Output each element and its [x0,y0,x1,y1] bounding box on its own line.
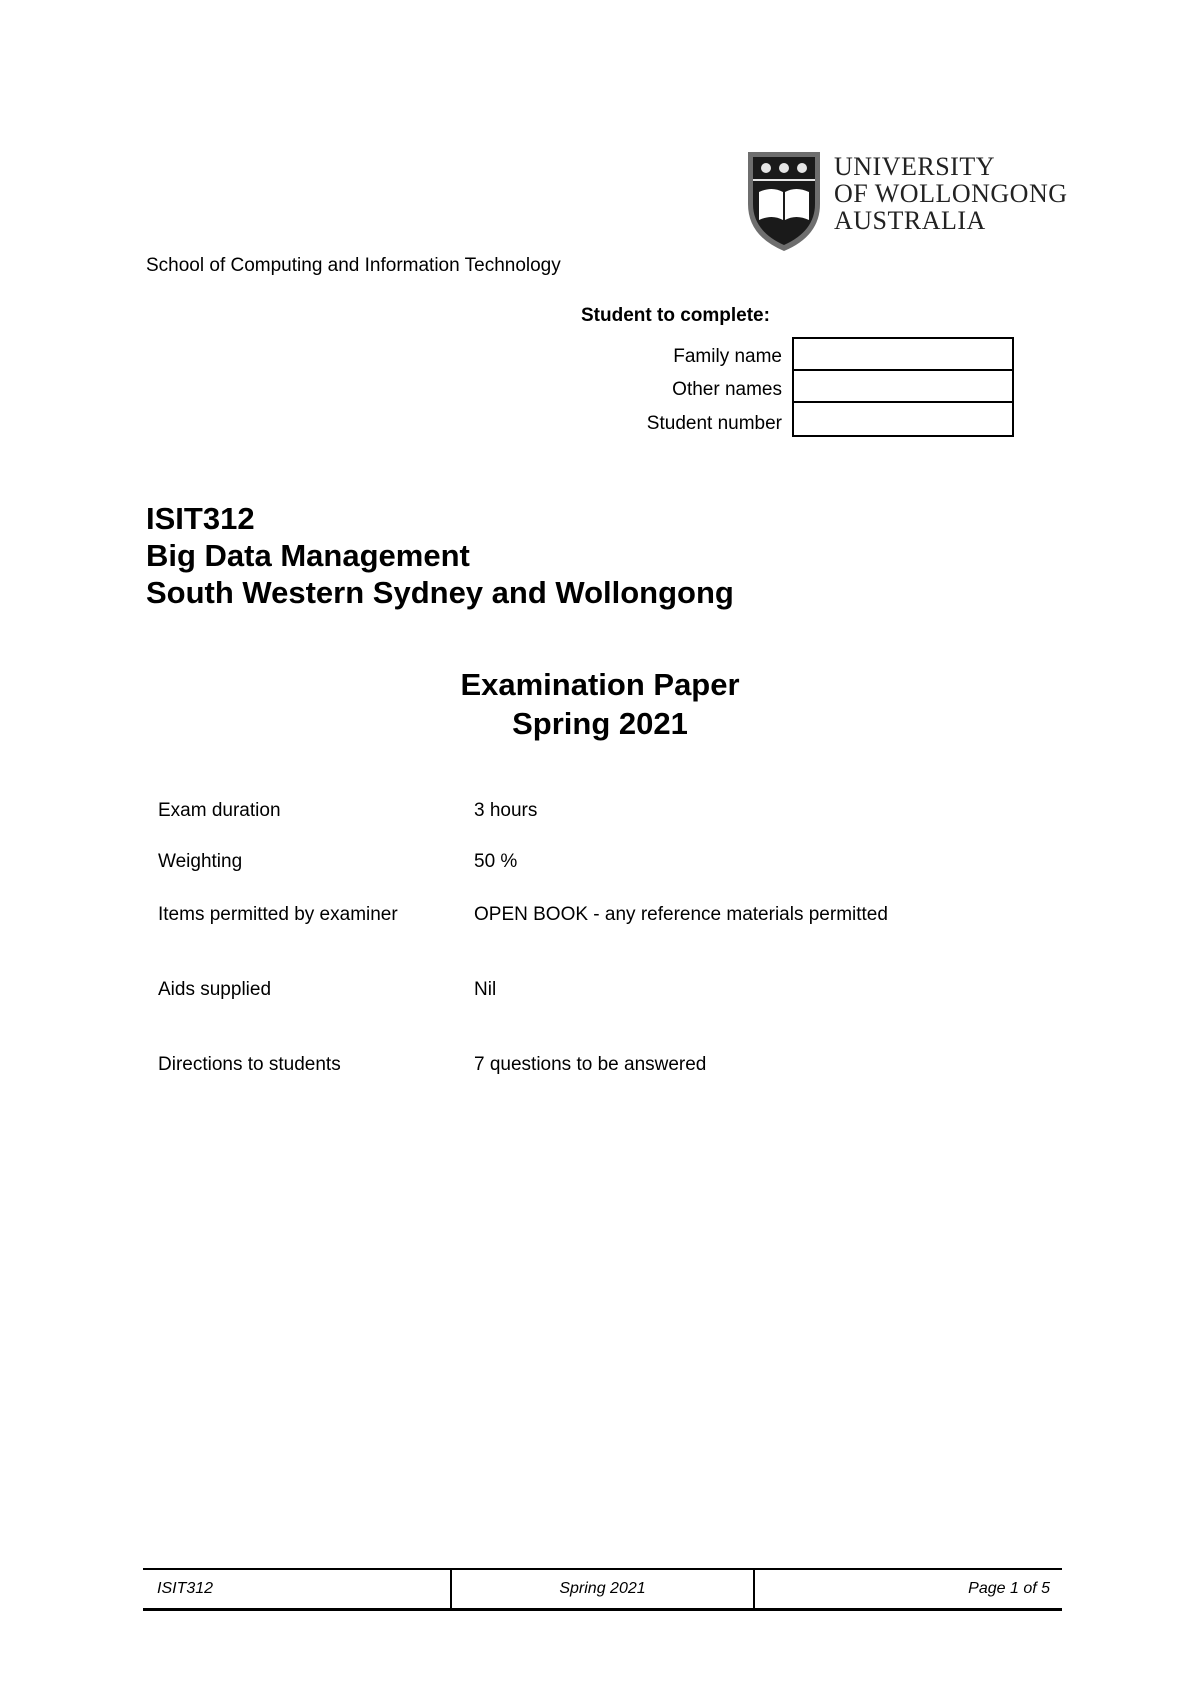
detail-label-weighting: Weighting [158,851,243,872]
student-number-field[interactable] [794,403,1012,435]
page-footer [143,1568,1062,1611]
detail-value-weighting: 50 % [474,851,518,872]
footer-session: Spring 2021 [452,1570,755,1608]
logo-line-2: OF WOLLONGONG [834,179,1068,208]
family-name-label: Family name [673,346,782,367]
exam-heading-block [0,665,1200,743]
detail-label-duration: Exam duration [158,800,281,821]
detail-value-directions: 7 questions to be answered [474,1054,707,1075]
subject-name: Big Data Management [146,538,470,573]
student-fields-box [792,337,1014,437]
exam-heading: Examination Paper [460,667,740,702]
student-number-label: Student number [646,413,782,434]
family-name-field[interactable] [794,339,1012,371]
detail-value-aids: Nil [474,979,497,1000]
detail-label-items-permitted: Items permitted by examiner [158,904,398,925]
subject-title-block [146,500,734,611]
subject-campus: South Western Sydney and Wollongong [146,575,734,610]
detail-label-aids: Aids supplied [158,979,272,1000]
footer-page-number: Page 1 of 5 [968,1580,1050,1597]
exam-session: Spring 2021 [512,706,688,741]
student-form-heading: Student to complete: [581,305,770,326]
university-crest-icon [744,148,824,254]
logo-line-3: AUSTRALIA [834,206,986,235]
detail-label-directions: Directions to students [158,1054,341,1075]
other-names-label: Other names [672,379,782,400]
other-names-field[interactable] [794,371,1012,403]
detail-value-items-permitted: OPEN BOOK - any reference materials permitted [474,904,888,925]
school-name: School of Computing and Information Technology [146,255,561,276]
detail-value-duration: 3 hours [474,800,538,821]
university-logo [744,148,1068,254]
footer-subject-code: ISIT312 [143,1570,452,1608]
subject-code: ISIT312 [146,501,255,536]
logo-line-1: UNIVERSITY [834,152,995,181]
